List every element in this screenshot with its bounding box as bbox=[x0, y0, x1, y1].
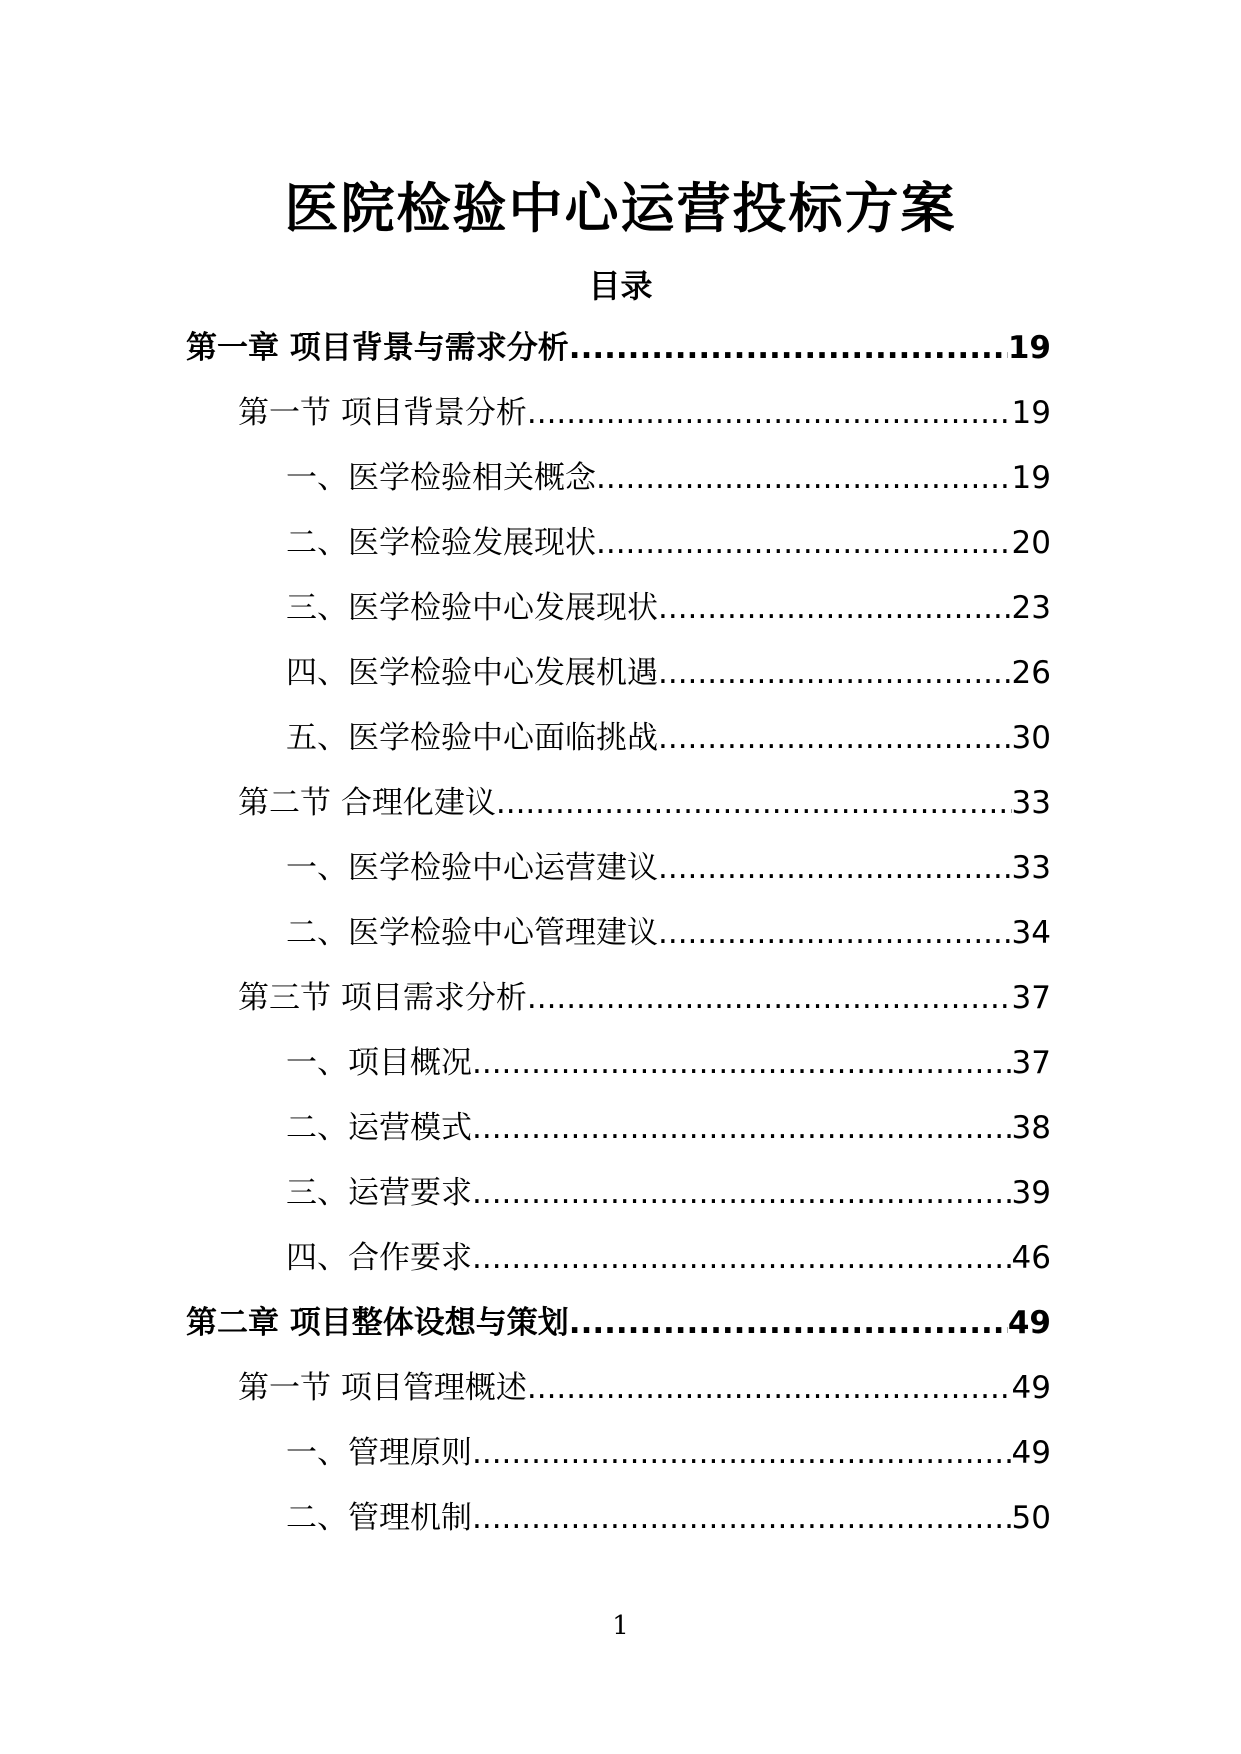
dot-leader bbox=[472, 1495, 1012, 1541]
toc-entry-page: 49 bbox=[1011, 1370, 1051, 1406]
toc-entry-page: 20 bbox=[1011, 525, 1051, 561]
toc-entry-section[interactable] bbox=[186, 780, 1051, 845]
toc-entry-label: 第二章 项目整体设想与策划 bbox=[186, 1305, 569, 1341]
toc-entry-subsection[interactable] bbox=[186, 1170, 1051, 1235]
dot-leader bbox=[527, 1365, 1012, 1411]
page-number: 1 bbox=[612, 1611, 629, 1641]
toc-entry-page: 39 bbox=[1011, 1175, 1051, 1211]
toc-entry-label: 第三节 项目需求分析 bbox=[238, 980, 527, 1016]
document-title: 医院检验中心运营投标方案 bbox=[284, 177, 957, 240]
dot-leader bbox=[596, 520, 1012, 566]
toc-entry-label: 第一节 项目管理概述 bbox=[238, 1370, 527, 1406]
toc-entry-page: 19 bbox=[1011, 460, 1051, 496]
toc-entry-subsection[interactable] bbox=[186, 1105, 1051, 1170]
toc-entry-page: 19 bbox=[1011, 395, 1051, 431]
toc-entry-label: 二、医学检验发展现状 bbox=[286, 525, 596, 561]
toc-entry-section[interactable] bbox=[186, 975, 1051, 1040]
toc-entry-subsection[interactable] bbox=[186, 650, 1051, 715]
dot-leader bbox=[569, 1300, 1008, 1346]
toc-entry-subsection[interactable] bbox=[186, 845, 1051, 910]
toc-entry-page: 30 bbox=[1011, 720, 1051, 756]
toc-heading: 目录 bbox=[588, 267, 653, 305]
toc-entry-chapter-1[interactable] bbox=[186, 325, 1051, 390]
toc-entry-label: 三、医学检验中心发展现状 bbox=[286, 590, 658, 626]
dot-leader bbox=[472, 1040, 1012, 1086]
toc-entry-label: 二、运营模式 bbox=[286, 1110, 472, 1146]
toc-entry-page: 33 bbox=[1011, 850, 1051, 886]
dot-leader bbox=[472, 1235, 1012, 1281]
toc-entry-subsection[interactable] bbox=[186, 455, 1051, 520]
toc-entry-label: 二、管理机制 bbox=[286, 1500, 472, 1536]
toc-entry-subsection[interactable] bbox=[186, 1040, 1051, 1105]
dot-leader bbox=[527, 390, 1012, 436]
toc-entry-label: 第一章 项目背景与需求分析 bbox=[186, 330, 569, 366]
dot-leader bbox=[472, 1430, 1012, 1476]
toc-entry-page: 33 bbox=[1011, 785, 1051, 821]
toc-entry-label: 二、医学检验中心管理建议 bbox=[286, 915, 658, 951]
toc-entry-subsection[interactable] bbox=[186, 1430, 1051, 1495]
toc-entry-page: 23 bbox=[1011, 590, 1051, 626]
toc-entry-page: 50 bbox=[1011, 1500, 1051, 1536]
dot-leader bbox=[496, 780, 1012, 826]
toc-entry-subsection[interactable] bbox=[186, 1495, 1051, 1560]
toc-entry-label: 五、医学检验中心面临挑战 bbox=[286, 720, 658, 756]
toc-entry-label: 第二节 合理化建议 bbox=[238, 785, 496, 821]
toc-entry-label: 一、医学检验中心运营建议 bbox=[286, 850, 658, 886]
dot-leader bbox=[472, 1105, 1012, 1151]
toc-entry-subsection[interactable] bbox=[186, 1235, 1051, 1300]
toc-entry-page: 46 bbox=[1011, 1240, 1051, 1276]
toc-entry-subsection[interactable] bbox=[186, 910, 1051, 975]
toc-entry-page: 19 bbox=[1007, 330, 1051, 366]
toc-entry-page: 26 bbox=[1011, 655, 1051, 691]
toc-entry-label: 四、合作要求 bbox=[286, 1240, 472, 1276]
dot-leader bbox=[472, 1170, 1012, 1216]
dot-leader bbox=[527, 975, 1012, 1021]
table-of-contents bbox=[186, 325, 1051, 1560]
toc-entry-page: 49 bbox=[1007, 1305, 1051, 1341]
dot-leader bbox=[658, 585, 1012, 631]
dot-leader bbox=[596, 455, 1012, 501]
toc-entry-section[interactable] bbox=[186, 390, 1051, 455]
toc-entry-label: 三、运营要求 bbox=[286, 1175, 472, 1211]
toc-entry-page: 34 bbox=[1011, 915, 1051, 951]
dot-leader bbox=[658, 910, 1012, 956]
toc-entry-chapter-2[interactable] bbox=[186, 1300, 1051, 1365]
toc-entry-page: 49 bbox=[1011, 1435, 1051, 1471]
toc-entry-label: 一、项目概况 bbox=[286, 1045, 472, 1081]
toc-entry-page: 38 bbox=[1011, 1110, 1051, 1146]
toc-entry-subsection[interactable] bbox=[186, 585, 1051, 650]
dot-leader bbox=[658, 845, 1012, 891]
dot-leader bbox=[658, 650, 1012, 696]
toc-entry-section[interactable] bbox=[186, 1365, 1051, 1430]
toc-entry-label: 一、管理原则 bbox=[286, 1435, 472, 1471]
toc-entry-subsection[interactable] bbox=[186, 520, 1051, 585]
toc-entry-label: 一、医学检验相关概念 bbox=[286, 460, 596, 496]
toc-entry-page: 37 bbox=[1011, 1045, 1051, 1081]
dot-leader bbox=[569, 325, 1008, 371]
dot-leader bbox=[658, 715, 1012, 761]
toc-entry-label: 第一节 项目背景分析 bbox=[238, 395, 527, 431]
toc-entry-page: 37 bbox=[1011, 980, 1051, 1016]
toc-entry-label: 四、医学检验中心发展机遇 bbox=[286, 655, 658, 691]
toc-entry-subsection[interactable] bbox=[186, 715, 1051, 780]
